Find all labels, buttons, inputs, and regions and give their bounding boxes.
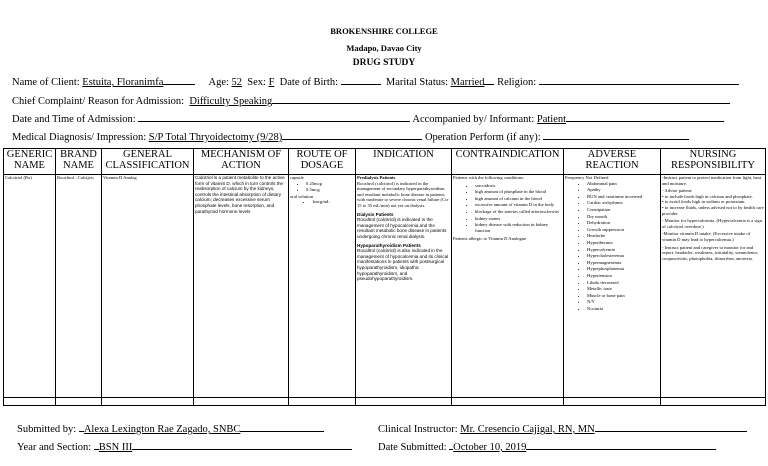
operation-label: Operation Perform (if any): bbox=[424, 132, 541, 143]
cell-route bbox=[289, 175, 356, 398]
contra-intro: Patients with the following conditions: bbox=[453, 175, 525, 180]
empty-cell bbox=[4, 398, 56, 406]
religion-line bbox=[539, 75, 739, 85]
adverse-list bbox=[565, 181, 659, 312]
cell-indication bbox=[356, 175, 452, 398]
list-item: • BUN and creatinine increased bbox=[587, 194, 659, 200]
accompanied-by: Patient bbox=[536, 114, 567, 125]
contra-outro: Patients allergic to Vitamin D Analogue bbox=[453, 236, 527, 242]
nursing-item: • to increase fluids, unless advised not to by health care provider. bbox=[662, 204, 764, 216]
list-item: • Cardiac arrhythmia bbox=[587, 200, 659, 206]
submitted-row bbox=[17, 422, 324, 435]
list-item: • Libido decreased bbox=[587, 280, 659, 286]
admission-label: Date and Time of Admission: bbox=[12, 114, 136, 125]
date-row bbox=[378, 440, 716, 453]
list-item: • Nocturia bbox=[587, 306, 659, 312]
client-marital: Married bbox=[450, 77, 485, 88]
cell-nursing bbox=[661, 175, 766, 398]
header-mechanism: MECHANISM OF ACTION bbox=[194, 149, 289, 175]
empty-cell bbox=[289, 398, 356, 406]
list-item: • kidney stones bbox=[475, 216, 562, 222]
operation-line bbox=[543, 130, 689, 140]
accompanied-line bbox=[566, 112, 724, 122]
complaint-label: Chief Complaint/ Reason for Admission: bbox=[12, 96, 185, 107]
client-name: Estuita, Floranimfa bbox=[82, 77, 164, 88]
header-adverse: ADVERSE REACTION bbox=[564, 149, 661, 175]
empty-cell bbox=[661, 398, 766, 406]
route-list bbox=[290, 181, 354, 193]
diagnosis-line bbox=[282, 130, 422, 140]
adverse-intro: Frequency Not Defined bbox=[565, 175, 609, 180]
cell-contraindication bbox=[452, 175, 564, 398]
diagnosis-label: Medical Diagnosis/ Impression: bbox=[12, 132, 147, 143]
instructor-row bbox=[378, 422, 747, 435]
list-item: • excessive amount of vitamin D in the body bbox=[475, 202, 562, 208]
dob-line bbox=[341, 75, 381, 85]
header-indication: INDICATION bbox=[356, 149, 452, 175]
cell-adverse bbox=[564, 175, 661, 398]
school-name: BROKENSHIRE COLLEGE bbox=[330, 26, 438, 36]
nursing-item: • to avoid foods high in sodium or potassium. bbox=[662, 199, 746, 205]
year-label: Year and Section: bbox=[17, 442, 92, 453]
nursing-item: -Monitor vitamin D intake. (Excessive intake of vitamin D may lead to hypercalcemia.) bbox=[662, 231, 751, 242]
indication-text: Rocaltrol (calcitriol) is indicated in the management of hypocalcemia and the resultant metabolic bone disease in patients undergoing chronic renal dialysis. bbox=[357, 217, 447, 239]
list-item: • Hyperphosphatemia bbox=[587, 266, 659, 272]
list-item: • Apathy bbox=[587, 187, 659, 193]
year-section: BSN III bbox=[98, 442, 133, 453]
cell-generic: Calcitriol (Rx) bbox=[4, 175, 56, 398]
year-line bbox=[132, 440, 352, 450]
empty-cell bbox=[194, 398, 289, 406]
list-item: • kidney disease with reduction in kidney function bbox=[475, 222, 562, 233]
header-nursing: NURSING RESPONSIBILITY bbox=[661, 149, 766, 175]
route-mid: oral solution bbox=[290, 193, 314, 199]
list-item: • Hypermagnesemia bbox=[587, 260, 659, 266]
date-label: Date Submitted: bbox=[378, 442, 447, 453]
table-row bbox=[4, 175, 766, 398]
route-intro: capsule bbox=[290, 175, 304, 180]
dob-label: Date of Birth: bbox=[279, 77, 338, 88]
age-label: Age: bbox=[208, 77, 229, 88]
list-item: • Muscle or bone pain bbox=[587, 293, 659, 299]
list-item: • Constipation bbox=[587, 207, 659, 213]
document-title: DRUG STUDY bbox=[352, 58, 416, 68]
submitted-label: Submitted by: bbox=[17, 424, 77, 435]
header-classification: GENERAL CLASSIFICATION bbox=[102, 149, 194, 175]
indication-title: Predialysis Patients bbox=[357, 175, 396, 180]
list-item: • Headache bbox=[587, 233, 659, 239]
list-item: • N/V bbox=[587, 299, 659, 305]
marital-label: Marital Status: bbox=[385, 77, 448, 88]
religion-label: Religion: bbox=[497, 77, 537, 88]
route-list-2 bbox=[290, 199, 354, 205]
indication-text: Rocaltrol (calcitriol) is also indicated in the management of hypocalcemia and its clinical manifestations in patients with postsurgical hypoparathyroidism, idiopathic hypoparathyroidism, and pseudohypoparathyroidism. bbox=[357, 248, 449, 282]
submitted-by: Alexa Lexington Rae Zagado, SNBC bbox=[83, 424, 241, 435]
table-header-row bbox=[4, 149, 766, 175]
indication-block bbox=[357, 175, 450, 209]
list-item: • blockage of the arteries called arteriosclerosis bbox=[475, 209, 562, 215]
header-brand: BRAND NAME bbox=[56, 149, 102, 175]
list-item: • Abdominal pain bbox=[587, 181, 659, 187]
chief-complaint: Difficulty Speaking bbox=[189, 96, 273, 107]
nursing-item: - Monitor for hypercalcemia. (Hypercalcemia is a sign of calcitriol overdose.) bbox=[662, 218, 763, 229]
list-item: • Hypercalcemia bbox=[587, 247, 659, 253]
sex-label: Sex: bbox=[247, 77, 266, 88]
patient-row-3 bbox=[12, 112, 724, 125]
nursing-item: • to include foods high in calcium and phosphate. bbox=[662, 193, 753, 199]
patient-row-2 bbox=[12, 94, 730, 107]
list-item: • Hypertension bbox=[587, 273, 659, 279]
header-generic: GENERIC NAME bbox=[4, 149, 56, 175]
client-sex: F bbox=[268, 77, 275, 88]
list-item: • sarcoidosis bbox=[475, 183, 562, 189]
list-item: • Hypercholesteremia bbox=[587, 253, 659, 259]
nursing-item: - Advise patient: bbox=[662, 188, 693, 194]
year-row bbox=[17, 440, 352, 453]
list-item: • high amount of phosphate in the blood bbox=[475, 189, 562, 195]
table-row-empty bbox=[4, 398, 766, 406]
list-item: • Dry mouth bbox=[587, 214, 659, 220]
admission-line bbox=[138, 112, 410, 122]
nursing-item: -Instruct patient to protect medication from light, heat and moisture. bbox=[662, 175, 761, 186]
empty-cell bbox=[564, 398, 661, 406]
date-line bbox=[526, 440, 716, 450]
accompanied-label: Accompanied by/ Informant: bbox=[412, 114, 535, 125]
cell-mechanism: Calcitriol is a patient metabolite to the active form of vitamin D, which in turn controls the reabsorption of calcium by the kidneys, controls the intestinal absorption of dietary calcium; decreases excessive serum phosphate levels, bone resorption, and parathyroid hormone levels bbox=[194, 175, 289, 398]
empty-cell bbox=[356, 398, 452, 406]
header-route: ROUTE OF DOSAGE bbox=[289, 149, 356, 175]
indication-title: Hypoparathyroidism Patients bbox=[357, 242, 421, 248]
name-label: Name of Client: bbox=[12, 77, 80, 88]
empty-cell bbox=[56, 398, 102, 406]
route-item: • 0.5mcg bbox=[306, 187, 354, 193]
client-age: 52 bbox=[231, 77, 243, 88]
route-item: • 1mcg/mL bbox=[312, 199, 354, 205]
nursing-item: - Instruct patient and caregiver to monitor for and report: headache, weakness, irritability, somnolence, conjunctivitis, photophobia, rhinorrhea, anorexia. bbox=[662, 244, 759, 261]
submitted-line bbox=[240, 422, 324, 432]
indication-text: Rocaltrol (calcitriol) is indicated in the management of secondary hyperparathyroidism and resultant metabolic bone disease in patients with moderate to severe chronic renal failure (Ccr 15 to 55 mL/min) not yet on dialysis. bbox=[357, 180, 449, 208]
patient-row-1 bbox=[12, 75, 739, 88]
list-item: • Growth suppression bbox=[587, 227, 659, 233]
cell-classification: Vitamin D Analog bbox=[102, 175, 194, 398]
complaint-line bbox=[272, 94, 730, 104]
clinical-instructor: Mr. Cresencio Cajigal, RN, MN bbox=[460, 424, 595, 435]
route-item: • 0.25mcg bbox=[306, 181, 354, 187]
name-line bbox=[163, 75, 195, 85]
indication-block bbox=[357, 212, 450, 240]
list-item: • Hyperthermia bbox=[587, 240, 659, 246]
medical-diagnosis: S/P Total Thryoidectomy (9/28) bbox=[148, 132, 283, 143]
indication-title: Dialysis Patients bbox=[357, 211, 394, 217]
list-item: • high amount of calcium in the blood bbox=[475, 196, 562, 202]
cell-brand: Rocaltrol ; Calcijex; bbox=[56, 175, 102, 398]
contra-list bbox=[453, 183, 562, 234]
empty-cell bbox=[452, 398, 564, 406]
school-location: Madapo, Davao City bbox=[346, 43, 422, 53]
empty-cell bbox=[102, 398, 194, 406]
instructor-label: Clinical Instructor: bbox=[378, 424, 458, 435]
patient-row-4 bbox=[12, 130, 689, 143]
indication-block bbox=[357, 243, 450, 282]
date-submitted: October 10, 2019 bbox=[453, 442, 527, 453]
instructor-line bbox=[595, 422, 747, 432]
marital-line bbox=[484, 75, 494, 85]
list-item: • Dehydration bbox=[587, 220, 659, 226]
header-contraindication: CONTRAINDICATION bbox=[452, 149, 564, 175]
list-item: • Metallic taste bbox=[587, 286, 659, 292]
drug-study-table bbox=[3, 148, 766, 406]
